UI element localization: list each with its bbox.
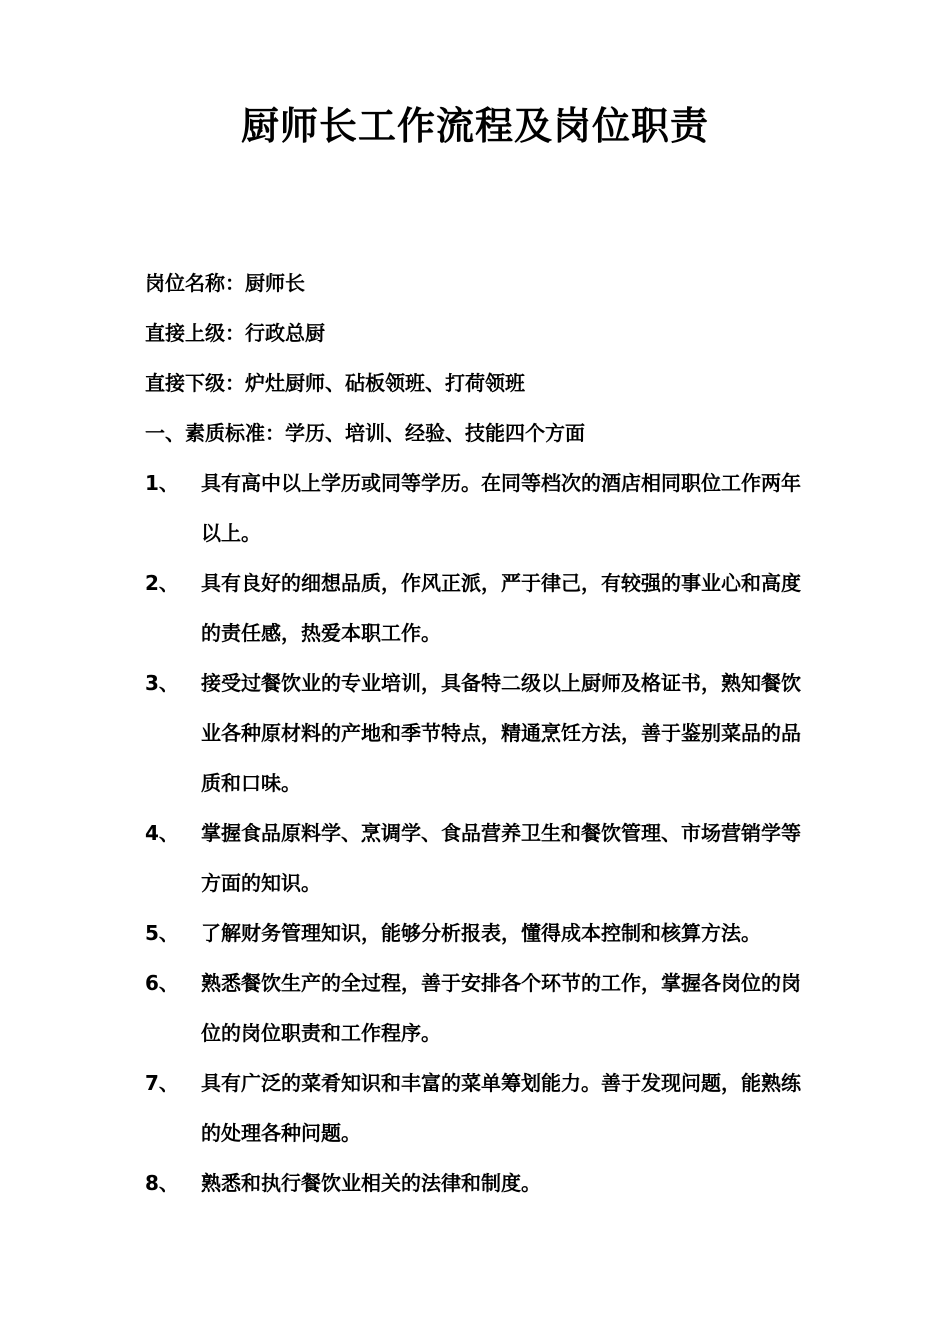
list-item [145, 908, 815, 958]
document-title: 厨师长工作流程及岗位职责 [240, 104, 709, 148]
list-item-text: 了解财务管理知识，能够分析报表，懂得成本控制和核算方法。 [201, 921, 761, 945]
list-item [145, 558, 815, 658]
direct-superior-line: 直接上级：行政总厨 [145, 321, 325, 345]
list-item-text: 具有高中以上学历或同等学历。在同等档次的酒店相同职位工作两年以上。 [201, 471, 801, 545]
list-item-number: 3、 [145, 671, 179, 695]
list-item-text: 具有广泛的菜肴知识和丰富的菜单筹划能力。善于发现问题，能熟练的处理各种问题。 [201, 1071, 801, 1145]
list-item [145, 808, 815, 908]
list-item-text: 熟悉和执行餐饮业相关的法律和制度。 [201, 1171, 541, 1195]
list-item [145, 958, 815, 1058]
list-item-text: 熟悉餐饮生产的全过程，善于安排各个环节的工作，掌握各岗位的岗位的岗位职责和工作程序。 [201, 971, 801, 1045]
list-item-number: 6、 [145, 971, 179, 995]
list-item-text: 掌握食品原料学、烹调学、食品营养卫生和餐饮管理、市场营销学等方面的知识。 [201, 821, 801, 895]
list-item-number: 7、 [145, 1071, 179, 1095]
list-item-number: 2、 [145, 571, 179, 595]
document-body [145, 258, 815, 1208]
list-item-number: 5、 [145, 921, 179, 945]
list-item-text: 接受过餐饮业的专业培训，具备特二级以上厨师及格证书，熟知餐饮业各种原材料的产地和季节特点，精通烹饪方法，善于鉴别菜品的品质和口味。 [201, 671, 801, 795]
position-name-line: 岗位名称：厨师长 [145, 271, 305, 295]
section-one-heading: 一、素质标准：学历、培训、经验、技能四个方面 [145, 421, 585, 445]
list-item-number: 4、 [145, 821, 179, 845]
list-item-number: 1、 [145, 471, 179, 495]
list-item [145, 658, 815, 808]
list-item-text: 具有良好的细想品质，作风正派，严于律己，有较强的事业心和高度的责任感，热爱本职工作。 [201, 571, 801, 645]
direct-subordinates-line: 直接下级：炉灶厨师、砧板领班、打荷领班 [145, 371, 525, 395]
list-item [145, 1058, 815, 1158]
list-item-number: 8、 [145, 1171, 179, 1195]
list-item [145, 458, 815, 558]
list-item [145, 1158, 815, 1208]
